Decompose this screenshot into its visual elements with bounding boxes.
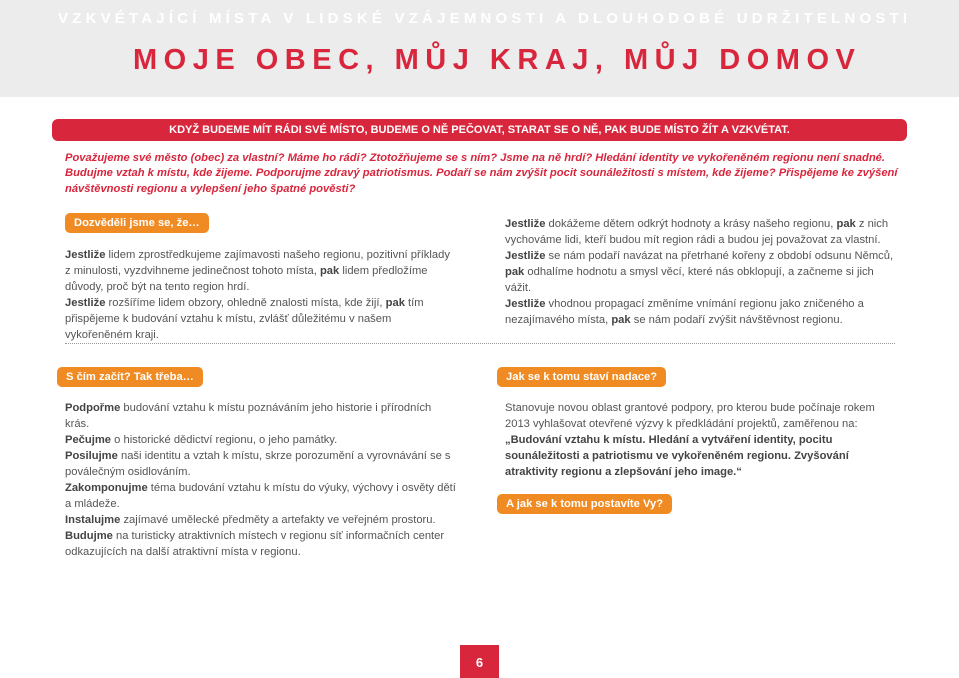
paragraph-text: z nich vychováme lidi, kteří budou mít region rádi a budou jej považovat za vlastní. (505, 218, 889, 246)
jestlize-lead: Jestliže (505, 298, 546, 310)
start-item (65, 512, 457, 528)
intro-line-2: Budujme vztah k místu, kde žijeme. Podporujme zdravý patriotismus. Podaří se nám zvýšit pocit sounáležitosti s místem, kde žijeme? Přispějeme ke zvýšení (65, 167, 898, 180)
start-item (65, 432, 457, 448)
foundation-tag: Jak se k tomu staví nadace? (497, 367, 666, 387)
paragraph-text: lidem zprostředkujeme zajímavosti našeho regionu, pozitivní příklady z minulosti, vyzdvihneme jedinečnost tohoto místa, (65, 249, 450, 277)
item-text: o historické dědictví regionu, o jeho památky. (111, 434, 338, 446)
action-verb: Zakomponujme (65, 482, 148, 494)
learned-right-paragraph-1 (505, 216, 897, 248)
paragraph-text: se nám podaří zvýšit návštěvnost regionu. (630, 314, 843, 326)
jestlize-lead: Jestliže (65, 297, 106, 309)
paragraph-text: vhodnou propagací změníme vnímání regionu jako zničeného a nezajímavého místa, (505, 298, 864, 326)
learned-left-column (65, 247, 457, 343)
learned-right-paragraph-3 (505, 296, 897, 328)
paragraph-text: rozšíříme lidem obzory, ohledně znalosti místa, kde žijí, (105, 297, 386, 309)
action-verb: Pečujme (65, 434, 112, 446)
pak-keyword: pak (836, 218, 856, 230)
item-text: téma budování vztahu k místu do výuky, výchovy i osvěty dětí a mládeže. (65, 482, 456, 510)
start-list (65, 400, 457, 560)
start-item (65, 480, 457, 512)
dotted-divider (65, 343, 895, 344)
learned-left-paragraph-1 (65, 247, 457, 295)
paragraph-text: lidem předložíme důvody, proč být na tento region hrdí. (65, 265, 428, 293)
item-text: naši identitu a vztah k místu, skrze porozumění a vyrovnávání se s poválečným osidlováním. (65, 450, 451, 478)
jestlize-lead: Jestliže (65, 249, 106, 261)
learned-right-paragraph-2 (505, 248, 897, 296)
pak-keyword: pak (385, 297, 405, 309)
supertitle: VZKVÉTAJÍCÍ MÍSTA V LIDSKÉ VZÁJEMNOSTI A DLOUHODOBÉ UDRŽITELNOSTI (58, 10, 912, 27)
jestlize-lead: Jestliže (505, 250, 546, 262)
headline-banner: KDYŽ BUDEME MÍT RÁDI SVÉ MÍSTO, BUDEME O NĚ PEČOVAT, STARAT SE O NĚ, PAK BUDE MÍSTO ŽÍT A VZKVÉTAT. (52, 119, 907, 141)
foundation-paragraph: Stanovuje novou oblast grantové podpory, pro kterou bude počínaje rokem 2013 vyhlašovat otevřené výzvy k předkládání projektů, zaměřenou na: (505, 402, 875, 430)
start-item (65, 400, 457, 432)
paragraph-text: odhalíme hodnotu a smysl věcí, které nás obklopují, a začneme si jich vážit. (505, 266, 874, 294)
paragraph-text: tím přispějeme k budování vztahu k místu, zvlášť důležitému v našem vykořeněném kraji. (65, 297, 424, 341)
foundation-text (505, 400, 897, 480)
action-verb: Podpořme (65, 402, 121, 414)
learned-tag: Dozvěděli jsme se, že… (65, 213, 209, 233)
learned-left-paragraph-2 (65, 295, 457, 343)
start-item (65, 448, 457, 480)
start-tag: S čím začít? Tak třeba… (57, 367, 203, 387)
intro-line-1: Považujeme své město (obec) za vlastní? Máme ho rádi? Ztotožňujeme se s ním? Jsme na ně hrdí? Hledání identity ve vykořeněném regionu není snadné. (65, 152, 886, 164)
item-text: budování vztahu k místu poznáváním jeho historie i přírodních krás. (65, 402, 432, 430)
pak-keyword: pak (319, 265, 340, 277)
item-text: zajímavé umělecké předměty a artefakty ve veřejném prostoru. (120, 514, 436, 526)
page-title: MOJE OBEC, MŮJ KRAJ, MŮJ DOMOV (133, 44, 862, 76)
start-item (65, 528, 457, 560)
paragraph-text: dokážeme dětem odkrýt hodnoty a krásy našeho regionu, (545, 218, 837, 230)
jestlize-lead: Jestliže (505, 218, 546, 230)
pak-keyword: pak (505, 266, 525, 278)
paragraph-text: se nám podaří navázat na přetrhané kořeny z období odsunu Němců, (545, 250, 894, 262)
foundation-quote: „Budování vztahu k místu. Hledání a vytváření identity, pocitu sounáležitosti a patriotismu ve vykořeněném regionu. Zvyšování atraktivity regionu a zlepšování jeho image.“ (505, 434, 849, 478)
action-verb: Budujme (65, 530, 113, 542)
pak-keyword: pak (611, 314, 631, 326)
learned-right-column (505, 216, 897, 328)
page-number: 6 (460, 645, 499, 678)
intro-line-3: návštěvnosti regionu a vylepšení jeho špatné pověsti? (65, 182, 356, 195)
item-text: na turisticky atraktivních místech v regionu síť informačních center odkazujících na další atraktivní místa v regionu. (65, 530, 445, 558)
you-tag: A jak se k tomu postavíte Vy? (497, 494, 672, 514)
intro-paragraph (65, 151, 905, 197)
action-verb: Posilujme (65, 450, 118, 462)
action-verb: Instalujme (65, 514, 121, 526)
